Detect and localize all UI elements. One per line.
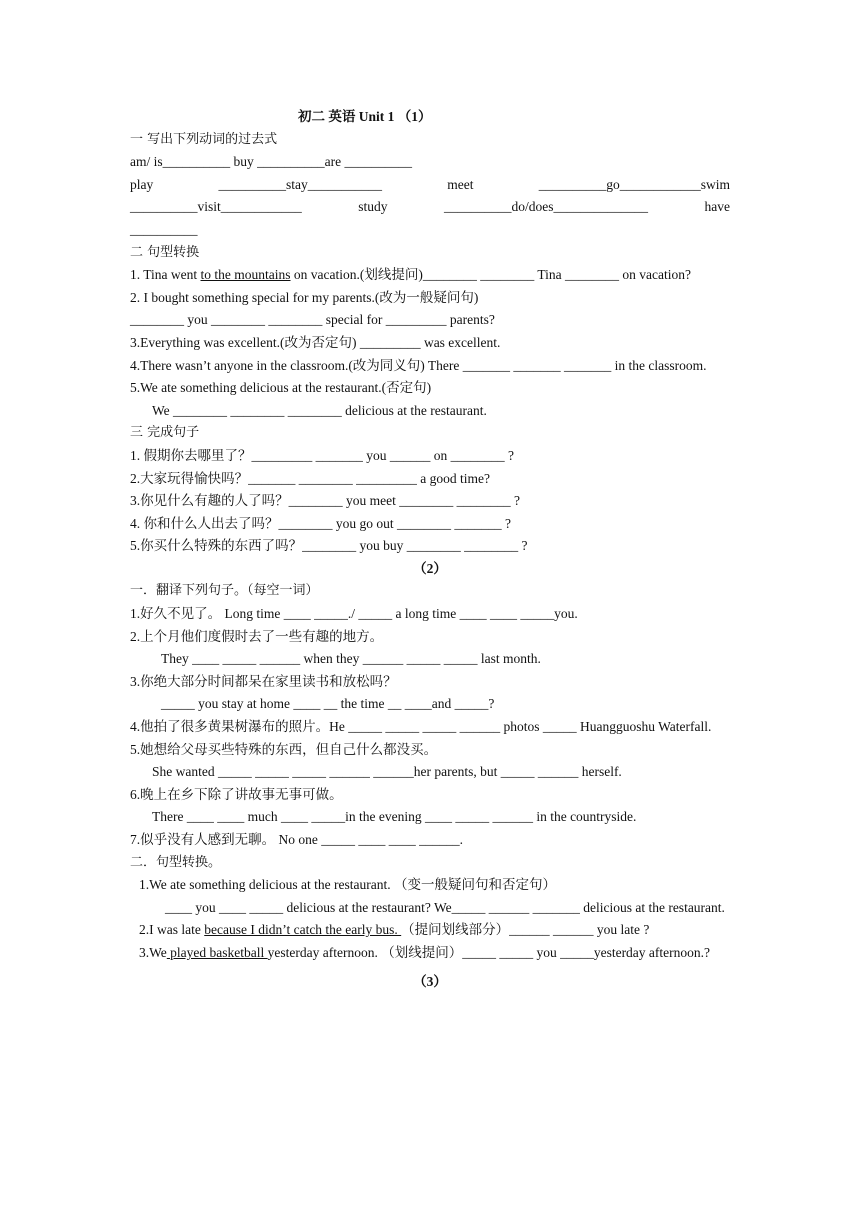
s2-part1-heading: 一．翻译下列句子。（每空一词）: [130, 583, 319, 599]
part1-heading: 一 写出下列动词的过去式: [130, 131, 278, 147]
transform-q3: 3.Everything was excellent.(改为否定句) _________ was excellent.: [130, 334, 501, 350]
section-2-label: （2）: [413, 560, 447, 576]
transform-q1-underlined: to the mountains: [200, 267, 291, 283]
translate-q3: 3.你绝大部分时间都呆在家里读书和放松吗？: [130, 673, 397, 689]
s2-transform-q1: 1.We ate something delicious at the restaurant. （变一般疑问句和否定句）: [139, 877, 556, 893]
s2-transform-q3-text-b: yesterday afternoon. （划线提问）_____ _____ you _____yesterday afternoon.?: [267, 944, 711, 960]
s2-transform-q2: [130, 919, 730, 942]
translate-q4: 4.他拍了很多黄果树瀑布的照片。He _____ _____ _____ ______ photos _____ Huangguoshu Waterfall.: [130, 719, 712, 735]
translate-q5-answer: She wanted _____ _____ _____ ______ ______her parents, but _____ ______ herself.: [152, 764, 622, 780]
transform-q1-text-b: on vacation.(划线提问)________ ________ Tina ________ on vacation?: [290, 267, 691, 283]
transform-q5-answer: We ________ ________ ________ delicious at the restaurant.: [152, 402, 487, 418]
transform-q1-text-a: 1. Tina went: [130, 267, 201, 283]
worksheet: [130, 106, 730, 993]
s2-transform-q3-text-a: 3.We: [139, 944, 167, 960]
translate-q6-answer: There ____ ____ much ____ _____in the evening ____ _____ ______ in the countryside.: [152, 809, 637, 825]
complete-item-3: 3.你见什么有趣的人了吗？________ you meet ________ ________ ?: [130, 493, 520, 509]
verb-row-3: __________visit____________ study __________do/does______________ have: [130, 199, 730, 215]
part3-heading: 三 完成句子: [130, 425, 200, 441]
transform-q5: 5.We ate something delicious at the restaurant.(否定句): [130, 380, 432, 396]
s2-transform-q3: [130, 942, 730, 965]
translate-q5: 5.她想给父母买些特殊的东西，但自己什么都没买。: [130, 741, 438, 757]
translate-q6: 6.晚上在乡下除了讲故事无事可做。: [130, 786, 343, 802]
verb-row-4: __________: [130, 221, 198, 237]
transform-q2-answer: ________ you ________ ________ special for _________ parents?: [130, 312, 495, 328]
translate-q3-answer: _____ you stay at home ____ __ the time __ ____and _____?: [161, 696, 495, 712]
complete-item-4: 4. 你和什么人出去了吗？________ you go out ________ _______ ?: [130, 515, 511, 531]
s2-transform-q2-text-b: （提问划线部分）______ ______ you late ?: [401, 922, 650, 938]
translate-q7: 7.似乎没有人感到无聊。 No one _____ ____ ____ ______.: [130, 832, 463, 847]
translate-q1: 1.好久不见了。 Long time ____ _____./ _____ a long time ____ ____ _____you.: [130, 606, 578, 622]
transform-q4: 4.There wasn’t anyone in the classroom.(改为同义句) There _______ _______ _______ in the classroom.: [130, 357, 707, 373]
verb-row-1: am/ is__________ buy __________are __________: [130, 154, 412, 170]
transform-q1: [130, 264, 730, 287]
translate-q2-answer: They ____ _____ ______ when they ______ _____ _____ last month.: [161, 651, 541, 667]
complete-item-5: 5.你买什么特殊的东西了吗？________ you buy ________ ________ ?: [130, 538, 528, 554]
section-3-label: （3）: [413, 973, 447, 989]
transform-q2: 2. I bought something special for my parents.(改为一般疑问句): [130, 289, 479, 305]
s2-transform-q2-underlined: because I didn’t catch the early bus.: [204, 922, 402, 938]
complete-item-1: 1. 假期你去哪里了？_________ _______ you ______ on ________ ?: [130, 447, 514, 463]
verb-row-2: play __________stay___________ meet __________go____________swim: [130, 176, 730, 192]
complete-item-2: 2.大家玩得愉快吗？_______ ________ _________ a good time?: [130, 470, 490, 486]
s2-transform-q1-answer: ____ you ____ _____ delicious at the restaurant? We_____ ______ _______ delicious at the restaurant.: [165, 899, 725, 915]
part2-heading: 二 句型转换: [130, 244, 200, 260]
translate-q2: 2.上个月他们度假时去了一些有趣的地方。: [130, 628, 384, 644]
s2-part2-heading: 二．句型转换。: [130, 854, 222, 870]
s2-transform-q2-text-a: 2.I was late: [139, 922, 205, 938]
s2-transform-q3-underlined: played basketball: [166, 944, 268, 960]
page-title: 初二 英语 Unit 1 （1）: [298, 109, 432, 124]
